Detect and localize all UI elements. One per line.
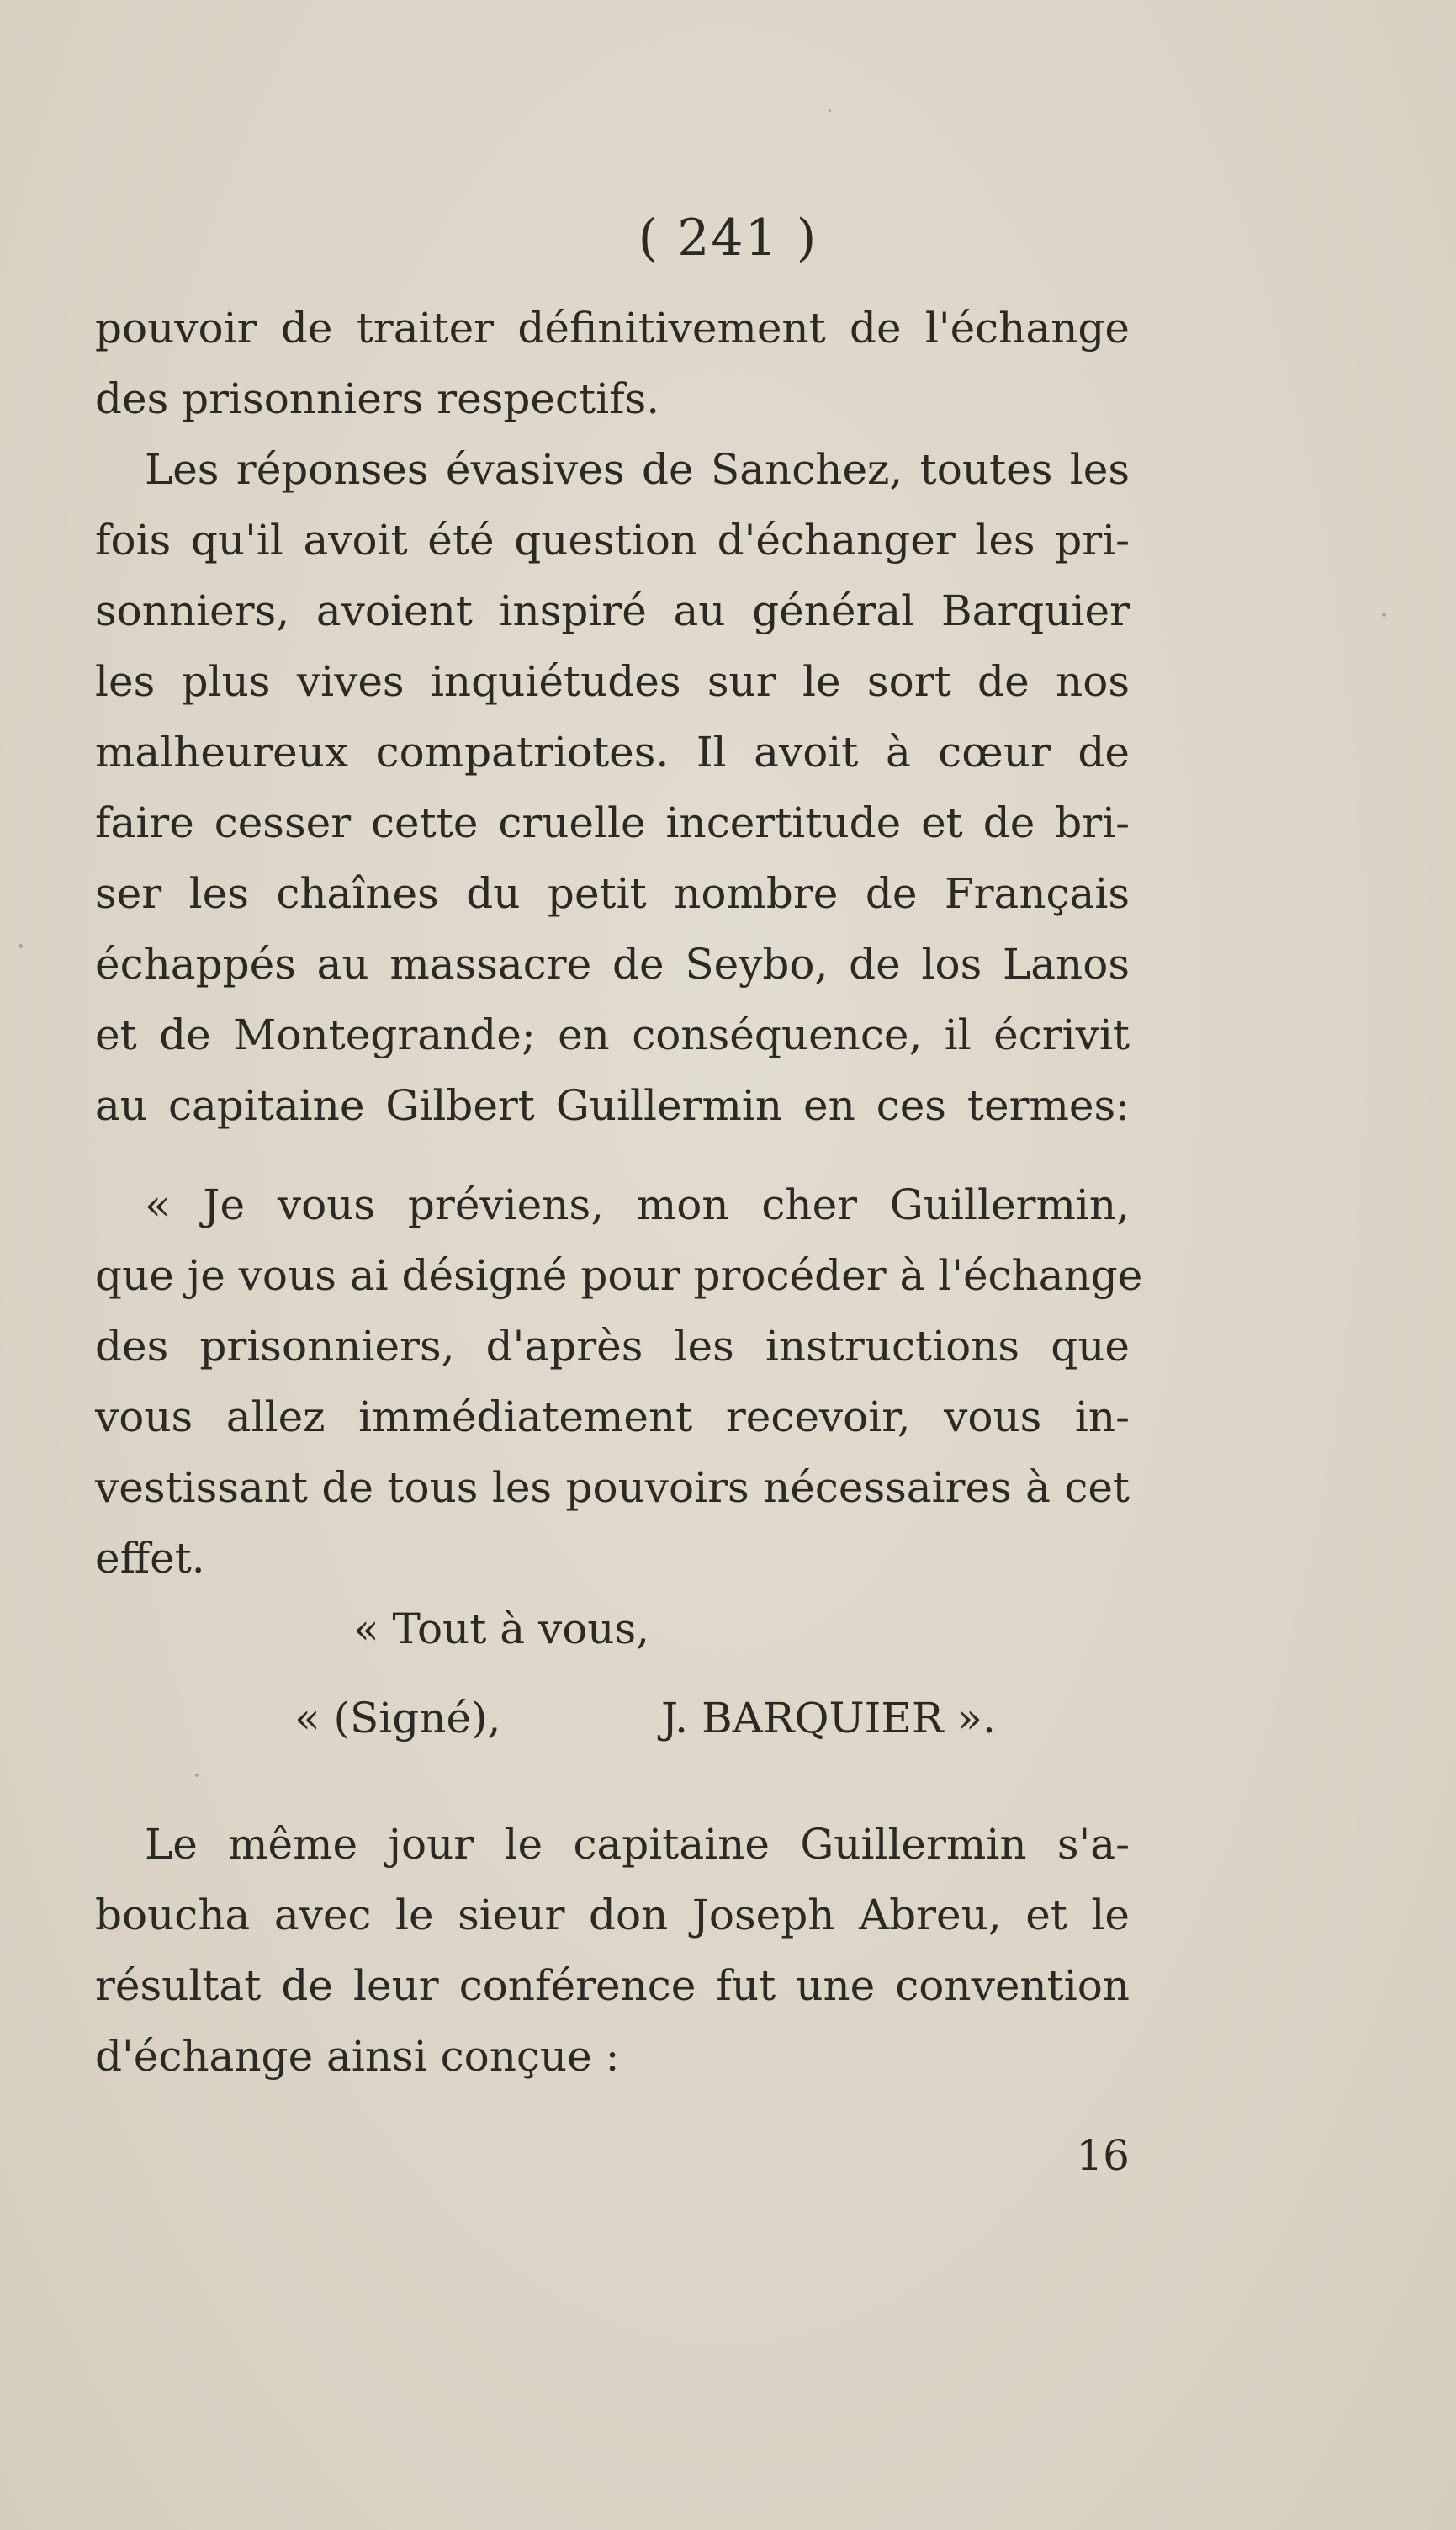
text-line: sonniers, avoient inspiré au général Barquier: [95, 586, 1130, 635]
letter-line: effet.: [95, 1534, 205, 1583]
text-line: Les réponses évasives de Sanchez, toutes les: [145, 445, 1130, 494]
text-line: des prisonniers respectifs.: [95, 374, 660, 423]
signature-line: [0, 1683, 1456, 1753]
closing-line: [0, 1594, 1456, 1664]
signature-mark: 16: [1076, 2131, 1130, 2180]
text-line: ser les chaînes du petit nombre de Français: [95, 869, 1130, 918]
text-line: malheureux compatriotes. Il avoit à cœur de: [95, 728, 1130, 777]
paper-speck: [19, 944, 23, 948]
text-line: faire cesser cette cruelle incertitude et de bri-: [95, 798, 1130, 847]
text-line: Le même jour le capitaine Guillermin s'a-: [145, 1820, 1130, 1869]
letter-line: « Je vous préviens, mon cher Guillermin,: [145, 1180, 1130, 1229]
paper-speck: [1382, 613, 1386, 617]
letter-line: que je vous ai désigné pour procéder à l'échange: [95, 1251, 1143, 1300]
text-line: échappés au massacre de Seybo, de los Lanos: [95, 940, 1130, 989]
text-line: boucha avec le sieur don Joseph Abreu, et le: [95, 1891, 1130, 1939]
paper-speck: [829, 109, 831, 112]
text-line: fois qu'il avoit été question d'échanger les pri-: [95, 516, 1130, 565]
text-line: les plus vives inquiétudes sur le sort de nos: [95, 657, 1130, 706]
signed-label: « (Signé),: [294, 1694, 501, 1742]
letter-line: vous allez immédiatement recevoir, vous in-: [95, 1392, 1130, 1441]
page-number-header: ( 241 ): [638, 209, 818, 268]
paper-speck: [195, 1774, 199, 1777]
text-line: et de Montegrande; en conséquence, il écrivit: [95, 1010, 1130, 1059]
letter-line: des prisonniers, d'après les instructions que: [95, 1322, 1130, 1371]
closing-text: « Tout à vous,: [353, 1604, 650, 1653]
text-line: pouvoir de traiter définitivement de l'échange: [95, 304, 1130, 353]
text-line: au capitaine Gilbert Guillermin en ces termes:: [95, 1081, 1130, 1130]
signed-name: J. BARQUIER ».: [661, 1694, 996, 1742]
text-line: d'échange ainsi conçue :: [95, 2032, 620, 2081]
text-line: résultat de leur conférence fut une convention: [95, 1961, 1130, 2010]
letter-line: vestissant de tous les pouvoirs nécessaires à cet: [95, 1463, 1130, 1512]
